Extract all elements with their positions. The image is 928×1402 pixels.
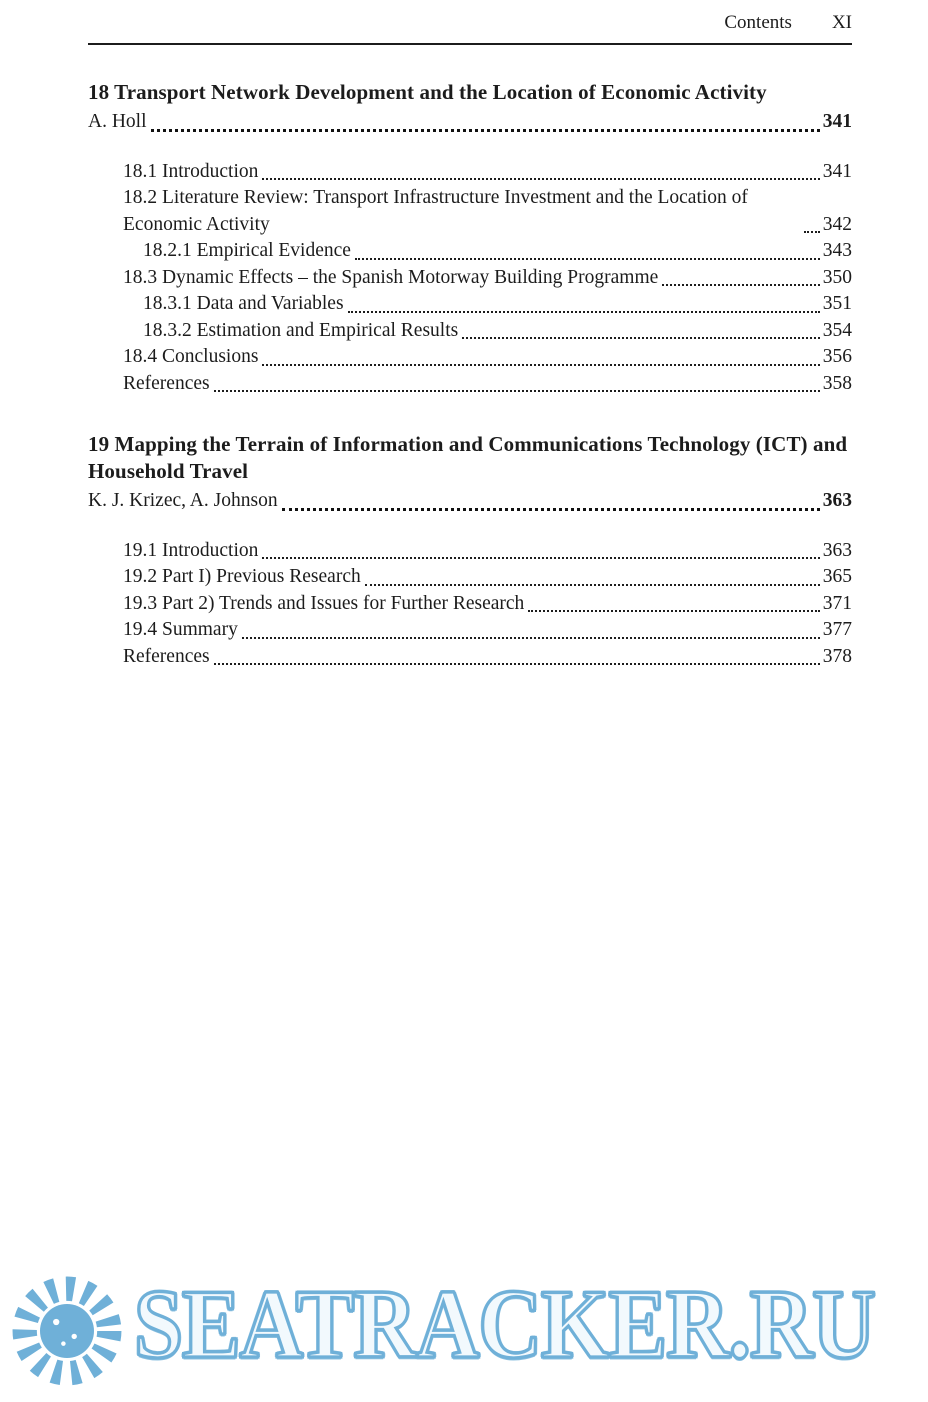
watermark-text: SEATRACKER.RU	[134, 1270, 875, 1380]
entry-label: References	[123, 645, 210, 667]
entry-page-number: 350	[822, 266, 852, 288]
chapter-authors: A. Holl	[88, 111, 147, 132]
dot-leader	[151, 129, 820, 132]
entry-page-number: 342	[822, 213, 852, 235]
toc-entry	[88, 371, 852, 398]
entry-page-number: 354	[822, 319, 852, 341]
dot-leader	[348, 311, 820, 313]
toc-entry	[88, 564, 852, 591]
entry-label: 18.2.1 Empirical Evidence	[143, 240, 351, 261]
entry-page-number: 351	[822, 293, 852, 314]
toc-entry	[88, 617, 852, 644]
dot-leader	[214, 663, 820, 665]
chapter-title: 19 Mapping the Terrain of Information and Communications Technology (ICT) and Household Travel	[88, 432, 848, 483]
header-rule	[88, 43, 852, 45]
running-head	[88, 10, 852, 34]
toc-entry	[88, 265, 852, 292]
toc-entry	[88, 591, 852, 618]
toc-entry	[88, 291, 852, 318]
entry-page-number: 343	[822, 240, 852, 261]
chapter-author-row	[88, 488, 852, 515]
folio-page-number: XI	[831, 12, 852, 33]
entry-label: 18.4 Conclusions	[123, 346, 259, 367]
chapter-page-number: 363	[822, 490, 852, 511]
dot-leader	[462, 337, 820, 339]
toc-entry	[88, 644, 852, 671]
entry-label: 18.3 Dynamic Effects – the Spanish Motorway Building Programme	[123, 266, 659, 288]
entry-page-number: 371	[822, 592, 852, 614]
chapter-author-row	[88, 109, 852, 136]
entry-label: 18.1 Introduction	[123, 160, 259, 182]
chapter-title: 18 Transport Network Development and the Location of Economic Activity	[88, 80, 767, 104]
entry-label: 18.2 Literature Review: Transport Infrastructure Investment and the Location of Economic Activity	[123, 187, 748, 235]
sun-icon	[4, 1268, 130, 1394]
entry-label: 19.2 Part I) Previous Research	[123, 566, 361, 587]
entry-label: 19.3 Part 2) Trends and Issues for Further Research	[123, 592, 525, 614]
chapter-entries	[88, 538, 852, 671]
chapter-authors: K. J. Krizec, A. Johnson	[88, 490, 278, 511]
dot-leader	[662, 284, 819, 286]
dot-leader	[242, 637, 820, 639]
dot-leader	[262, 178, 819, 180]
entry-page-number: 356	[822, 346, 852, 367]
entry-page-number: 377	[822, 619, 852, 640]
chapter-18-block	[88, 79, 852, 397]
toc-entry	[88, 344, 852, 371]
dot-leader	[804, 231, 820, 233]
entry-page-number: 363	[822, 539, 852, 561]
dot-leader	[214, 390, 820, 392]
dot-leader	[262, 364, 819, 366]
dot-leader	[355, 258, 820, 260]
dot-leader	[262, 557, 819, 559]
entry-label: 19.1 Introduction	[123, 539, 259, 561]
entry-page-number: 341	[822, 160, 852, 182]
toc-entry	[88, 238, 852, 265]
dot-leader	[282, 508, 820, 511]
entry-label: References	[123, 372, 210, 394]
watermark-logo	[4, 1268, 928, 1394]
toc-entry	[88, 538, 852, 565]
toc-entry	[88, 159, 852, 186]
entry-page-number: 378	[822, 645, 852, 667]
entry-label: 18.3.2 Estimation and Empirical Results	[143, 319, 459, 341]
entry-label: 19.4 Summary	[123, 619, 238, 640]
dot-leader	[528, 610, 819, 612]
chapter-19-block	[88, 431, 852, 670]
entry-page-number: 358	[822, 372, 852, 394]
running-head-label: Contents	[724, 12, 792, 33]
chapter-entries	[88, 159, 852, 398]
entry-label: 18.3.1 Data and Variables	[143, 293, 344, 314]
toc-entry	[88, 185, 852, 238]
entry-page-number: 365	[822, 566, 852, 587]
dot-leader	[365, 584, 820, 586]
chapter-page-number: 341	[822, 111, 852, 132]
toc-entry	[88, 318, 852, 345]
